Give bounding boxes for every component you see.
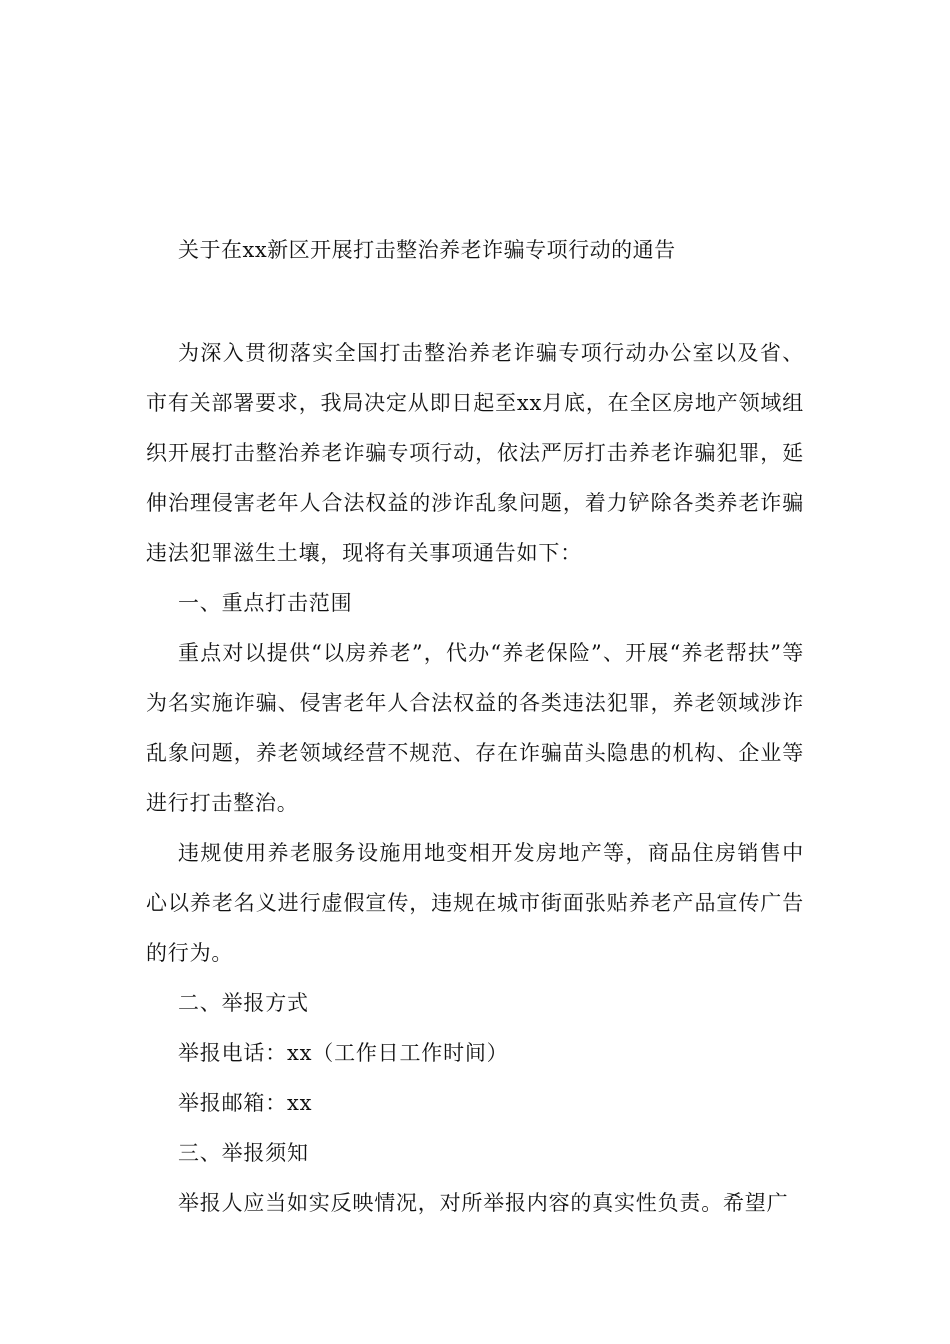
section-heading-report-notice: 三、举报须知 <box>178 1141 309 1165</box>
paragraph-scope-1: 重点对以提供“以房养老”，代办“养老保险”、开展“养老帮扶”等为名实施诈骗、侵害老年人合法权益的各类违法犯罪，养老领域涉诈乱象问题，养老领域经营不规范、存在诈骗苗头隐患的机构、企业等进行打击整治。 <box>146 641 804 815</box>
section-heading-scope: 一、重点打击范围 <box>178 591 353 615</box>
paragraph-scope-2: 违规使用养老服务设施用地变相开发房地产等，商品住房销售中心以养老名义进行虚假宣传，违规在城市街面张贴养老产品宣传广告的行为。 <box>146 841 804 965</box>
paragraph-intro: 为深入贯彻落实全国打击整治养老诈骗专项行动办公室以及省、市有关部署要求，我局决定从即日起至xx月底，在全区房地产领域组织开展打击整治养老诈骗专项行动，依法严厉打击养老诈骗犯罪，延伸治理侵害老年人合法权益的涉诈乱象问题，着力铲除各类养老诈骗违法犯罪滋生土壤，现将有关事项通告如下： <box>146 341 804 565</box>
document-title: 关于在xx新区开展打击整治养老诈骗专项行动的通告 <box>178 238 676 262</box>
document-body <box>146 328 804 1228</box>
report-email: 举报邮箱：xx <box>178 1091 313 1115</box>
report-phone: 举报电话：xx（工作日工作时间） <box>178 1041 509 1065</box>
paragraph-notice: 举报人应当如实反映情况，对所举报内容的真实性负责。希望广 <box>178 1191 789 1215</box>
section-heading-report-methods: 二、举报方式 <box>178 991 309 1015</box>
